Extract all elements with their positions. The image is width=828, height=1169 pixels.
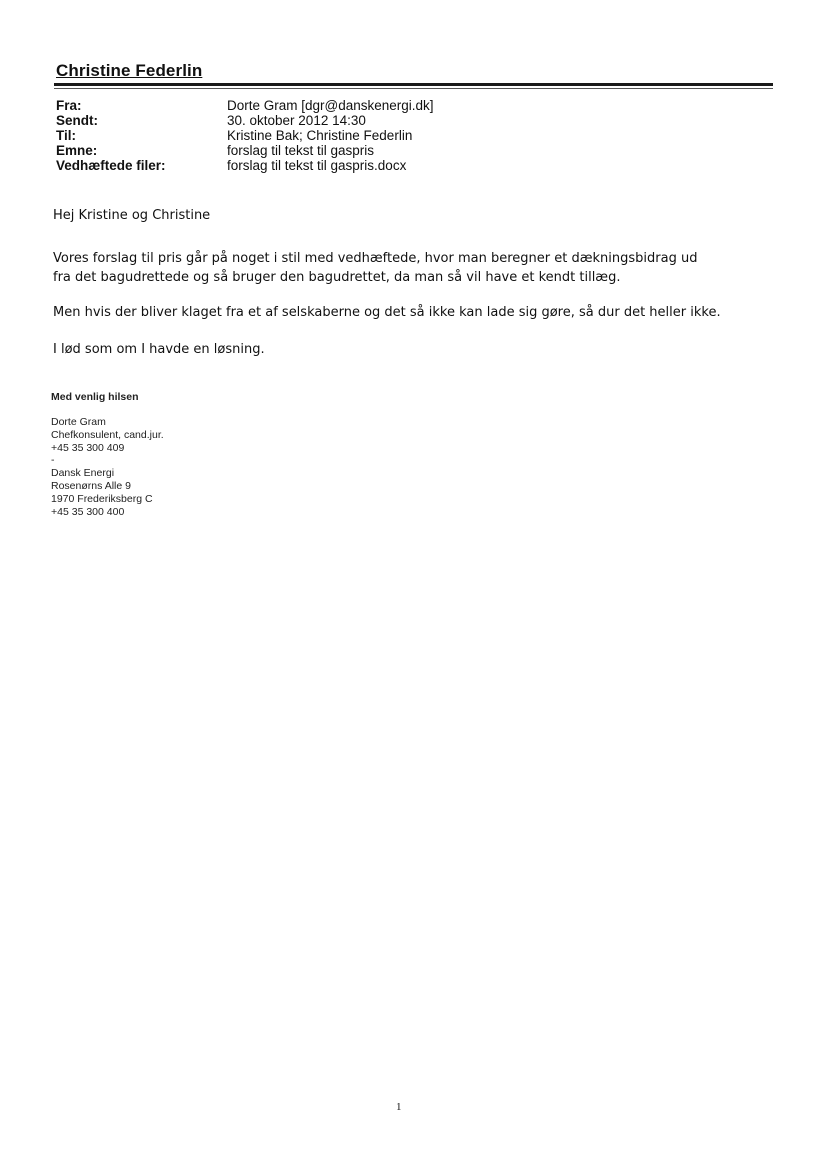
signature-closing: Med venlig hilsen [51, 391, 139, 403]
signature-organization: Dansk Energi [51, 467, 115, 479]
header-row-from [56, 98, 434, 113]
sent-label: Sendt: [56, 113, 98, 128]
signature-title: Chefkonsulent, cand.jur. [51, 429, 164, 441]
signature-street: Rosenørns Alle 9 [51, 480, 131, 492]
signature-phone-direct: +45 35 300 409 [51, 442, 125, 454]
header-row-sent [56, 113, 434, 128]
header-row-attachments [56, 158, 434, 173]
header-row-to [56, 128, 434, 143]
to-value: Kristine Bak; Christine Federlin [227, 128, 413, 143]
header-divider-thin [54, 88, 773, 89]
page-number: 1 [396, 1101, 402, 1113]
subject-label: Emne: [56, 143, 98, 158]
email-paragraph-1: Vores forslag til pris går på noget i stil med vedhæftede, hvor man beregner et dækningsbidrag ud fra det bagudrettede og så bruger den bagudrettet, da man så vil have et kendt tillæg. [53, 251, 698, 285]
attachments-value: forslag til tekst til gaspris.docx [227, 158, 407, 173]
from-label: Fra: [56, 98, 82, 113]
signature-phone-main: +45 35 300 400 [51, 506, 125, 518]
signature-separator: - [51, 454, 55, 466]
sent-value: 30. oktober 2012 14:30 [227, 113, 366, 128]
mailbox-owner-name: Christine Federlin [56, 61, 203, 80]
email-paragraph-2: Men hvis der bliver klaget fra et af selskaberne og det så ikke kan lade sig gøre, så dur det heller ikke. [53, 305, 721, 320]
signature-name: Dorte Gram [51, 416, 106, 428]
signature-city: 1970 Frederiksberg C [51, 493, 153, 505]
header-divider-thick [54, 83, 773, 86]
attachments-label: Vedhæftede filer: [56, 158, 166, 173]
email-greeting: Hej Kristine og Christine [53, 208, 211, 223]
from-value: Dorte Gram [dgr@danskenergi.dk] [227, 98, 434, 113]
subject-value: forslag til tekst til gaspris [227, 143, 375, 158]
header-row-subject [56, 143, 434, 158]
email-paragraph-3: I lød som om I havde en løsning. [53, 342, 265, 357]
email-header-fields [56, 98, 434, 173]
to-label: Til: [56, 128, 76, 143]
